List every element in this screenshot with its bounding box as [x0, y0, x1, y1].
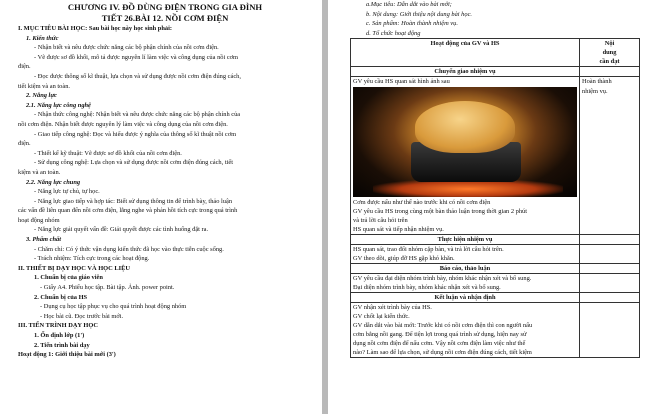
- content-l1: Hoàn thành: [582, 78, 612, 86]
- perform-task-lines: [351, 245, 580, 264]
- cooking-photo: [353, 87, 577, 197]
- left-line-11: - Giao tiếp công nghệ: Đọc và hiểu được ý nghĩa của thông số kĩ thuật nồi cơm: [34, 130, 237, 138]
- left-line-6: tiết kiệm và an toàn.: [18, 82, 70, 90]
- intro-line-2: c. Sản phẩm: Hoàn thành nhiệm vụ.: [366, 20, 458, 28]
- left-line-5: - Đọc được thông số kĩ thuật, lựa chọn và sử dụng được nồi cơm điện đúng cách,: [34, 72, 241, 80]
- left-line-8: 2.1. Năng lực công nghệ: [26, 101, 91, 109]
- left-line-15: kiệm và an toàn.: [18, 168, 61, 176]
- report-line-0: GV yêu cầu đại diện nhóm trình bày, nhóm khác nhận xét và bổ sung.: [353, 275, 532, 283]
- left-line-32: 1. Ổn định lớp (1'): [34, 332, 85, 339]
- conclusion-line-4: dụng nồi cơm điện để nấu cơm. Vậy nồi cơm điện làm việc như thế: [353, 340, 526, 348]
- assign-task-first: GV yêu cầu HS quan sát hình ảnh sau: [353, 78, 450, 86]
- left-line-10: nồi cơm điện. Nhận biết được nguyên lý làm việc và công dụng của nồi cơm điện.: [18, 120, 228, 128]
- left-line-9: - Nhận thức công nghệ: Nhận biết và nêu được chức năng các bộ phận chính của: [34, 111, 241, 119]
- left-line-22: 3. Phẩm chất: [26, 236, 61, 244]
- left-line-19: các vấn đề liên quan đến nồi cơm điện, lắng nghe và phản hồi tích cực trong quá trình: [18, 207, 238, 215]
- left-line-13: - Thiết kế kỹ thuật: Vẽ được sơ đồ khối của nồi cơm điện.: [34, 149, 182, 157]
- section-assign-task: Chuyển giao nhiệm vụ: [351, 67, 580, 77]
- left-line-23: - Chăm chỉ: Có ý thức vận dụng kiến thức đã học vào thực tiễn cuộc sống.: [34, 245, 224, 253]
- left-line-14: - Sử dụng công nghệ: Lựa chọn và sử dụng được nồi cơm điện đúng cách, tiết: [34, 159, 233, 167]
- assign-task-cell: [351, 77, 580, 235]
- conclusion-line-5: nào? Làm sao để lựa chọn, sử dụng nồi cơm điện đúng cách, tiết kiệm: [353, 349, 532, 357]
- chapter-title: CHƯƠNG IV. ĐỒ DÙNG ĐIỆN TRONG GIA ĐÌNH: [67, 2, 263, 12]
- left-line-29: - Dụng cụ học tập phục vụ cho quá trình hoạt động nhóm: [40, 303, 187, 311]
- left-line-33: 2. Tiến trình bài dạy: [34, 341, 90, 349]
- left-line-27: - Giấy A4. Phiếu học tập. Bài tập. Ảnh. power point.: [40, 284, 175, 292]
- left-line-31: III. TIẾN TRÌNH DẠY HỌC: [18, 322, 98, 330]
- assign-task-line-3: HS quan sát và tiếp nhận nhiệm vụ.: [353, 226, 444, 234]
- content-l2: nhiệm vụ.: [582, 87, 608, 95]
- left-line-16: 2.2. Năng lực chung: [26, 178, 81, 186]
- left-line-12: điện.: [18, 140, 31, 148]
- left-line-18: - Năng lực giao tiếp và hợp tác: Biết sử dụng thông tin để trình bày, thảo luận: [34, 197, 233, 205]
- content-cell: [580, 77, 640, 235]
- left-line-26: 1. Chuẩn bị của giáo viên: [34, 274, 103, 282]
- left-line-24: - Trách nhiệm: Tích cực trong các hoạt động.: [34, 255, 150, 263]
- left-line-1: 1. Kiến thức: [26, 34, 59, 42]
- left-line-20: hoạt động nhóm: [18, 216, 60, 224]
- section-conclusion: Kết luận và nhận định: [351, 293, 580, 303]
- left-line-4: điện.: [18, 63, 31, 71]
- perform-task-line-0: HS quan sát, trao đổi nhóm cặp bàn, và trả lời câu hỏi trên.: [353, 246, 504, 254]
- assign-task-lines: [353, 198, 577, 234]
- table-header-activities: Hoạt động của GV và HS: [351, 39, 580, 67]
- intro-line-3: d. Tổ chức hoạt động: [366, 29, 421, 37]
- conclusion-line-2: GV dẫn dắt vào bài mới: Trước khi có nồi cơm điện thì con người nấu: [353, 322, 533, 330]
- document-page-left: [0, 0, 322, 414]
- section-report: Báo cáo, thảo luận: [351, 264, 580, 274]
- table-header-content-l1: Nội: [604, 40, 615, 48]
- section-perform-task: Thực hiện nhiệm vụ: [351, 235, 580, 245]
- left-line-34: Hoạt động 1: Giới thiệu bài mới (3'): [18, 351, 116, 359]
- perform-task-line-1: GV theo dõi, giúp đỡ HS gặp khó khăn.: [353, 255, 455, 263]
- lesson-title: TIẾT 26.BÀI 12. NỒI CƠM ĐIỆN: [101, 13, 229, 23]
- activity-intro: [350, 0, 640, 38]
- table-header-content-l3: cần đạt: [599, 58, 620, 66]
- assign-task-line-2: và trả lời câu hỏi trên: [353, 217, 408, 225]
- left-line-25: II. THIẾT BỊ DẠY HỌC VÀ HỌC LIỆU: [18, 264, 130, 272]
- left-line-7: 2. Năng lực: [26, 92, 57, 100]
- report-lines: [351, 274, 580, 293]
- left-line-3: - Vẽ được sơ đồ khối, mô tả được nguyên lí làm việc và công dụng của nồi cơm: [34, 53, 239, 61]
- activity-table: [350, 38, 640, 358]
- conclusion-line-3: cơm bằng nồi gang. Để tiện lợi trong quá trình sử dụng, hiện nay sử: [353, 331, 527, 339]
- table-header-content-l2: dung: [602, 49, 617, 57]
- document-page-right: [328, 0, 650, 414]
- conclusion-line-1: GV chốt lại kiến thức.: [353, 313, 410, 321]
- intro-line-1: b. Nội dung: Giới thiệu nội dung bài học.: [366, 10, 473, 18]
- intro-line-0: a.Mục tiêu: Dẫn dắt vào bài mới;: [366, 1, 452, 8]
- left-line-0: I. MỤC TIÊU BÀI HỌC: Sau bài học này học sinh phải:: [18, 25, 173, 32]
- conclusion-lines: [351, 303, 580, 358]
- left-line-17: - Năng lực tự chủ, tự học.: [34, 188, 100, 196]
- left-line-30: - Học bài cũ. Đọc trước bài mới.: [40, 312, 124, 320]
- assign-task-line-0: Cơm được nấu như thế nào trước khi có nồi cơm điện: [353, 199, 491, 207]
- left-line-28: 2. Chuẩn bị của HS: [34, 293, 88, 301]
- report-line-1: Đại diện nhóm trình bày, nhóm khác nhận xét và bổ sung.: [353, 284, 501, 292]
- table-header-content: [580, 39, 640, 67]
- left-line-21: - Năng lực giải quyết vấn đề: Giải quyết được các tình huống đặt ra.: [34, 226, 209, 234]
- left-line-2: - Nhận biết và nêu được chức năng các bộ phận chính của nồi cơm điện.: [34, 44, 219, 52]
- left-page-body: [18, 24, 312, 360]
- conclusion-line-0: GV nhận xét trình bày của HS.: [353, 304, 432, 312]
- assign-task-line-1: GV yêu cầu HS trong cùng một bàn thảo luận trong thời gian 2 phút: [353, 208, 528, 216]
